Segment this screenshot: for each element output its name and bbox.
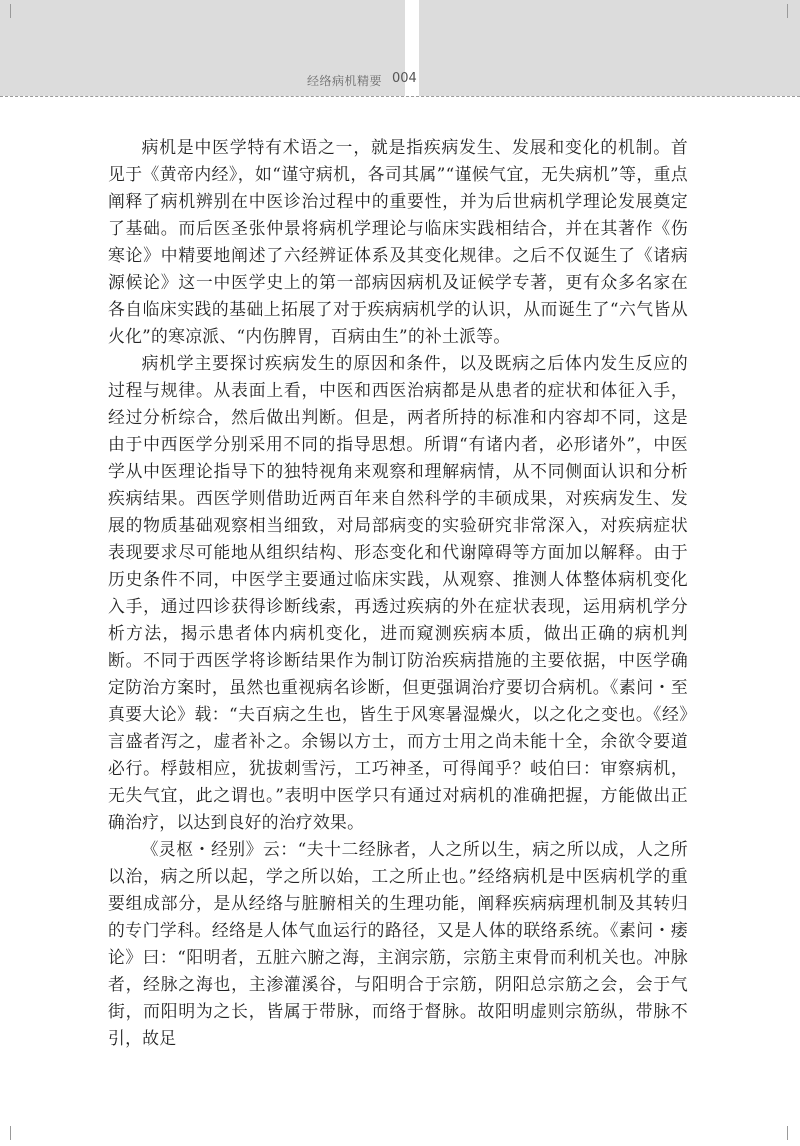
header-dashed-rule xyxy=(0,96,800,97)
paragraph-2: 病机学主要探讨疾病发生的原因和条件，以及既病之后体内发生反应的过程与规律。从表面上看，中医和西医治病都是从患者的症状和体征入手，经过分析综合，然后做出判断。但是，两者所持的标准和内容却不同，这是由于中西医学分别采用不同的指导思想。所谓“有诸内者，必形诸外”，中医学从中医理论指导下的独特视角来观察和理解病情，从不同侧面认识和分析疾病结果。西医学则借助近两百年来自然科学的丰硕成果，对疾病发生、发展的物质基础观察相当细致，对局部病变的实验研究非常深入，对疾病症状表现要求尽可能地从组织结构、形态变化和代谢障碍等方面加以解释。由于历史条件不同，中医学主要通过临床实践，从观察、推测人体整体病机变化入手，通过四诊获得诊断线索，再透过疾病的外在症状表现，运用病机学分析方法，揭示患者体内病机变化，进而窥测疾病本质，做出正确的病机判断。不同于西医学将诊断结果作为制订防治疾病措施的主要依据，中医学确定防治方案时，虽然也重视病名诊断，但更强调治疗要切合病机。《素问・至真要大论》载：“夫百病之生也，皆生于风寒暑湿燥火，以之化之变也。《经》言盛者泻之，虚者补之。余锡以方士，而方士用之尚未能十全，余欲令要道必行。桴鼓相应，犹拔刺雪污，工巧神圣，可得闻乎？岐伯曰：审察病机，无失气宜，此之谓也。”表明中医学只有通过对病机的准确把握，方能做出正确治疗，以达到良好的治疗效果。 xyxy=(108,353,688,832)
page-number: 004 xyxy=(392,71,417,86)
paragraph-1: 病机是中医学特有术语之一，就是指疾病发生、发展和变化的机制。首见于《黄帝内经》，如“谨守病机，各司其属”“谨候气宜，无失病机”等，重点阐释了病机辨别在中医诊治过程中的重要性，并为后世病机学理论发展奠定了基础。而后医圣张仲景将病机学理论与临床实践相结合，并在其著作《伤寒论》中精要地阐述了六经辨证体系及其变化规律。之后不仅诞生了《诸病源候论》这一中医学史上的第一部病因病机及证候学专著，更有众多名家在各自临床实践的基础上拓展了对于疾病病机学的认识，从而诞生了“六气皆从火化”的寒凉派、“内伤脾胃，百病由生”的补土派等。 xyxy=(108,137,688,346)
crop-mark-bottom-right xyxy=(787,1126,788,1140)
running-title: 经络病机精要 xyxy=(306,74,382,88)
crop-mark-top-right xyxy=(787,4,788,18)
crop-mark-bottom-left xyxy=(10,1126,11,1140)
body-text xyxy=(108,134,688,1052)
paragraph-3: 《灵枢・经别》云：“夫十二经脉者，人之所以生，病之所以成，人之所以治，病之所以起，学之所以始，工之所止也。”经络病机是中医病机学的重要组成部分，是从经络与脏腑相关的生理功能，阐释疾病病理机制及其转归的专门学科。经络是人体气血运行的路径，又是人体的联络系统。《素问・痿论》曰：“阳明者，五脏六腑之海，主润宗筋，宗筋主束骨而利机关也。冲脉者，经脉之海也，主渗灌溪谷，与阳明合于宗筋，阴阳总宗筋之会，会于气街，而阳明为之长，皆属于带脉，而络于督脉。故阳明虚则宗筋纵，带脉不引，故足 xyxy=(108,839,688,1048)
crop-mark-top-left xyxy=(10,4,11,18)
